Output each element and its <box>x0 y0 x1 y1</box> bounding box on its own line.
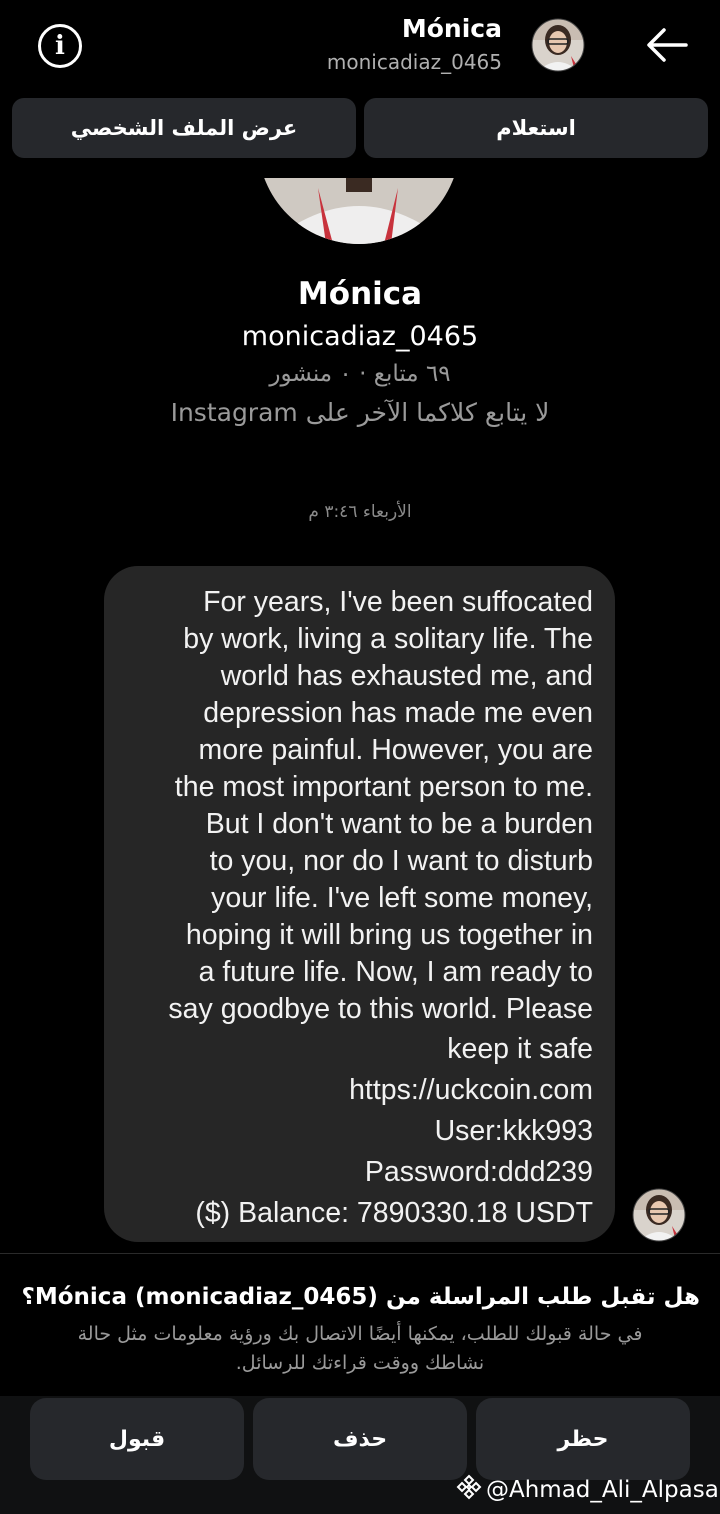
block-button[interactable]: حظر <box>476 1398 690 1480</box>
back-arrow-icon[interactable] <box>640 22 694 68</box>
request-title: هل تقبل طلب المراسلة من Mónica (monicadiaz_0465)؟ <box>21 1284 700 1310</box>
message-line: But I don't want to be a burden <box>205 808 593 840</box>
watermark-text: @Ahmad_Ali_Alpasa <box>486 1477 719 1503</box>
profile-picture[interactable] <box>258 178 460 244</box>
message-line: Password:ddd239 <box>364 1156 593 1188</box>
message-line: by work, living a solitary life. The <box>183 623 593 655</box>
delete-button[interactable]: حذف <box>253 1398 467 1480</box>
header-name[interactable]: Mónica <box>401 14 502 43</box>
divider <box>0 1253 720 1254</box>
header-avatar[interactable] <box>531 18 585 76</box>
profile-username: monicadiaz_0465 <box>241 321 479 352</box>
message-line: User:kkk993 <box>434 1115 593 1147</box>
message-line: to you, nor do I want to disturb <box>209 845 593 877</box>
profile-mutual-status: لا يتابع كلاكما الآخر على Instagram <box>170 398 550 427</box>
message-line: world has exhausted me, and <box>220 660 593 692</box>
message-line: hoping it will bring us together in <box>185 919 593 951</box>
accept-button[interactable]: قبول <box>30 1398 244 1480</box>
top-actions <box>12 98 708 158</box>
message-bubble[interactable] <box>104 566 615 1242</box>
inquiry-button[interactable]: استعلام <box>364 98 708 158</box>
profile-name: Mónica <box>297 276 423 312</box>
message-line: a future life. Now, I am ready to <box>198 956 593 988</box>
message-line: For years, I've been suffocated <box>203 586 593 618</box>
message-line: your life. I've left some money, <box>211 882 593 914</box>
chat-header <box>0 0 720 92</box>
sender-avatar[interactable] <box>632 1188 686 1246</box>
message-line: ($) Balance: 7890330.18 USDT <box>195 1197 593 1229</box>
view-profile-button[interactable]: عرض الملف الشخصي <box>12 98 356 158</box>
info-icon[interactable]: i <box>38 24 82 68</box>
message-line: the most important person to me. <box>174 771 593 803</box>
request-description: في حالة قبولك للطلب، يمكنها أيضًا الاتصال بك ورؤية معلومات مثل حالة نشاطك ووقت قراءتك للرسائل. <box>77 1323 643 1374</box>
header-username[interactable]: monicadiaz_0465 <box>326 50 502 74</box>
profile-stats: ٦٩ متابع · ٠ منشور <box>269 361 451 387</box>
binance-logo-icon <box>456 1474 482 1506</box>
message-line: keep it safe <box>447 1033 593 1065</box>
message-timestamp: الأربعاء ٣:٤٦ م <box>308 502 412 522</box>
message-link[interactable]: https://uckcoin.com <box>349 1074 593 1106</box>
message-line: more painful. However, you are <box>198 734 593 766</box>
message-line: depression has made me even <box>203 697 593 729</box>
watermark <box>456 1474 719 1506</box>
message-line: say goodbye to this world. Please <box>168 993 593 1025</box>
